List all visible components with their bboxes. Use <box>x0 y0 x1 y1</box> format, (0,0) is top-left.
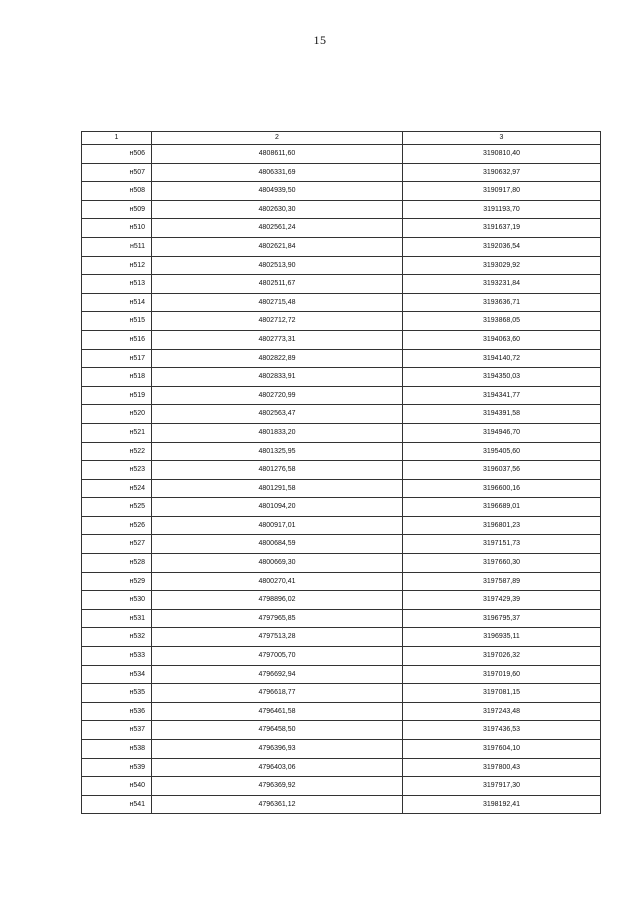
y-coordinate-cell: 3197026,32 <box>403 647 601 666</box>
point-id-cell: н518 <box>82 368 152 387</box>
point-id-cell: н541 <box>82 795 152 814</box>
table-row <box>82 423 601 442</box>
y-coordinate-cell: 3197436,53 <box>403 721 601 740</box>
y-coordinate-cell: 3193029,92 <box>403 256 601 275</box>
column-header-point: 1 <box>82 132 152 145</box>
x-coordinate-cell: 4806331,69 <box>152 163 403 182</box>
x-coordinate-cell: 4808611,60 <box>152 145 403 164</box>
table-row <box>82 312 601 331</box>
point-id-cell: н521 <box>82 423 152 442</box>
table-row <box>82 591 601 610</box>
point-id-cell: н509 <box>82 200 152 219</box>
point-id-cell: н515 <box>82 312 152 331</box>
y-coordinate-cell: 3191637,19 <box>403 219 601 238</box>
y-coordinate-cell: 3194063,60 <box>403 330 601 349</box>
table-row <box>82 628 601 647</box>
x-coordinate-cell: 4800669,30 <box>152 554 403 573</box>
table-row <box>82 256 601 275</box>
x-coordinate-cell: 4801276,58 <box>152 461 403 480</box>
x-coordinate-cell: 4797513,28 <box>152 628 403 647</box>
point-id-cell: н514 <box>82 293 152 312</box>
y-coordinate-cell: 3197917,30 <box>403 777 601 796</box>
table-row <box>82 349 601 368</box>
y-coordinate-cell: 3196935,11 <box>403 628 601 647</box>
x-coordinate-cell: 4796361,12 <box>152 795 403 814</box>
x-coordinate-cell: 4800917,01 <box>152 516 403 535</box>
table-row <box>82 554 601 573</box>
y-coordinate-cell: 3195405,60 <box>403 442 601 461</box>
table-row <box>82 163 601 182</box>
x-coordinate-cell: 4802561,24 <box>152 219 403 238</box>
point-id-cell: н513 <box>82 275 152 294</box>
table-row <box>82 721 601 740</box>
table-header-row <box>82 132 601 145</box>
table-row <box>82 145 601 164</box>
y-coordinate-cell: 3190917,80 <box>403 182 601 201</box>
x-coordinate-cell: 4802563,47 <box>152 405 403 424</box>
y-coordinate-cell: 3192036,54 <box>403 237 601 256</box>
y-coordinate-cell: 3194341,77 <box>403 386 601 405</box>
point-id-cell: н512 <box>82 256 152 275</box>
point-id-cell: н534 <box>82 665 152 684</box>
point-id-cell: н520 <box>82 405 152 424</box>
x-coordinate-cell: 4800270,41 <box>152 572 403 591</box>
table-row <box>82 182 601 201</box>
point-id-cell: н510 <box>82 219 152 238</box>
column-header-y: 3 <box>403 132 601 145</box>
point-id-cell: н507 <box>82 163 152 182</box>
y-coordinate-cell: 3197151,73 <box>403 535 601 554</box>
x-coordinate-cell: 4796458,50 <box>152 721 403 740</box>
table-row <box>82 386 601 405</box>
point-id-cell: н525 <box>82 498 152 517</box>
y-coordinate-cell: 3194350,03 <box>403 368 601 387</box>
y-coordinate-cell: 3197800,43 <box>403 758 601 777</box>
table-body <box>82 145 601 814</box>
table-row <box>82 516 601 535</box>
point-id-cell: н537 <box>82 721 152 740</box>
x-coordinate-cell: 4796396,93 <box>152 740 403 759</box>
table-row <box>82 368 601 387</box>
y-coordinate-cell: 3197081,15 <box>403 684 601 703</box>
table-row <box>82 237 601 256</box>
point-id-cell: н528 <box>82 554 152 573</box>
point-id-cell: н516 <box>82 330 152 349</box>
point-id-cell: н506 <box>82 145 152 164</box>
table-row <box>82 275 601 294</box>
table-row <box>82 479 601 498</box>
point-id-cell: н535 <box>82 684 152 703</box>
point-id-cell: н529 <box>82 572 152 591</box>
x-coordinate-cell: 4802833,91 <box>152 368 403 387</box>
y-coordinate-cell: 3194946,70 <box>403 423 601 442</box>
point-id-cell: н526 <box>82 516 152 535</box>
y-coordinate-cell: 3198192,41 <box>403 795 601 814</box>
table-row <box>82 293 601 312</box>
point-id-cell: н522 <box>82 442 152 461</box>
point-id-cell: н531 <box>82 609 152 628</box>
table-row <box>82 684 601 703</box>
table-row <box>82 795 601 814</box>
x-coordinate-cell: 4802720,99 <box>152 386 403 405</box>
table-row <box>82 647 601 666</box>
point-id-cell: н519 <box>82 386 152 405</box>
x-coordinate-cell: 4800684,59 <box>152 535 403 554</box>
point-id-cell: н539 <box>82 758 152 777</box>
y-coordinate-cell: 3197604,10 <box>403 740 601 759</box>
table-row <box>82 572 601 591</box>
x-coordinate-cell: 4802511,67 <box>152 275 403 294</box>
x-coordinate-cell: 4804939,50 <box>152 182 403 201</box>
point-id-cell: н524 <box>82 479 152 498</box>
table-row <box>82 330 601 349</box>
column-header-x: 2 <box>152 132 403 145</box>
y-coordinate-cell: 3190810,40 <box>403 145 601 164</box>
y-coordinate-cell: 3197660,30 <box>403 554 601 573</box>
point-id-cell: н511 <box>82 237 152 256</box>
x-coordinate-cell: 4802715,48 <box>152 293 403 312</box>
x-coordinate-cell: 4796461,58 <box>152 702 403 721</box>
y-coordinate-cell: 3196689,01 <box>403 498 601 517</box>
point-id-cell: н536 <box>82 702 152 721</box>
point-id-cell: н538 <box>82 740 152 759</box>
x-coordinate-cell: 4802621,84 <box>152 237 403 256</box>
point-id-cell: н523 <box>82 461 152 480</box>
point-id-cell: н540 <box>82 777 152 796</box>
x-coordinate-cell: 4796692,94 <box>152 665 403 684</box>
table-row <box>82 777 601 796</box>
x-coordinate-cell: 4796369,92 <box>152 777 403 796</box>
table-row <box>82 405 601 424</box>
y-coordinate-cell: 3196795,37 <box>403 609 601 628</box>
table-row <box>82 535 601 554</box>
point-id-cell: н508 <box>82 182 152 201</box>
table-row <box>82 758 601 777</box>
y-coordinate-cell: 3197587,89 <box>403 572 601 591</box>
y-coordinate-cell: 3196037,56 <box>403 461 601 480</box>
x-coordinate-cell: 4801094,20 <box>152 498 403 517</box>
point-id-cell: н527 <box>82 535 152 554</box>
x-coordinate-cell: 4801325,95 <box>152 442 403 461</box>
x-coordinate-cell: 4796403,06 <box>152 758 403 777</box>
x-coordinate-cell: 4801833,20 <box>152 423 403 442</box>
x-coordinate-cell: 4801291,58 <box>152 479 403 498</box>
y-coordinate-cell: 3190632,97 <box>403 163 601 182</box>
x-coordinate-cell: 4802513,90 <box>152 256 403 275</box>
table-row <box>82 702 601 721</box>
point-id-cell: н517 <box>82 349 152 368</box>
y-coordinate-cell: 3193231,84 <box>403 275 601 294</box>
table-row <box>82 609 601 628</box>
x-coordinate-cell: 4797965,85 <box>152 609 403 628</box>
table-row <box>82 200 601 219</box>
point-id-cell: н530 <box>82 591 152 610</box>
point-id-cell: н532 <box>82 628 152 647</box>
page-number: 15 <box>313 33 327 47</box>
table-row <box>82 665 601 684</box>
y-coordinate-cell: 3197019,60 <box>403 665 601 684</box>
x-coordinate-cell: 4798896,02 <box>152 591 403 610</box>
y-coordinate-cell: 3196801,23 <box>403 516 601 535</box>
table-row <box>82 740 601 759</box>
x-coordinate-cell: 4802712,72 <box>152 312 403 331</box>
table-row <box>82 442 601 461</box>
point-id-cell: н533 <box>82 647 152 666</box>
table-row <box>82 498 601 517</box>
y-coordinate-cell: 3193636,71 <box>403 293 601 312</box>
table-row <box>82 461 601 480</box>
y-coordinate-cell: 3197243,48 <box>403 702 601 721</box>
y-coordinate-cell: 3194391,58 <box>403 405 601 424</box>
y-coordinate-cell: 3194140,72 <box>403 349 601 368</box>
coordinates-table <box>81 131 601 814</box>
x-coordinate-cell: 4802630,30 <box>152 200 403 219</box>
y-coordinate-cell: 3191193,70 <box>403 200 601 219</box>
x-coordinate-cell: 4796618,77 <box>152 684 403 703</box>
y-coordinate-cell: 3193868,05 <box>403 312 601 331</box>
x-coordinate-cell: 4802773,31 <box>152 330 403 349</box>
x-coordinate-cell: 4802822,89 <box>152 349 403 368</box>
x-coordinate-cell: 4797005,70 <box>152 647 403 666</box>
y-coordinate-cell: 3196600,16 <box>403 479 601 498</box>
y-coordinate-cell: 3197429,39 <box>403 591 601 610</box>
table-row <box>82 219 601 238</box>
